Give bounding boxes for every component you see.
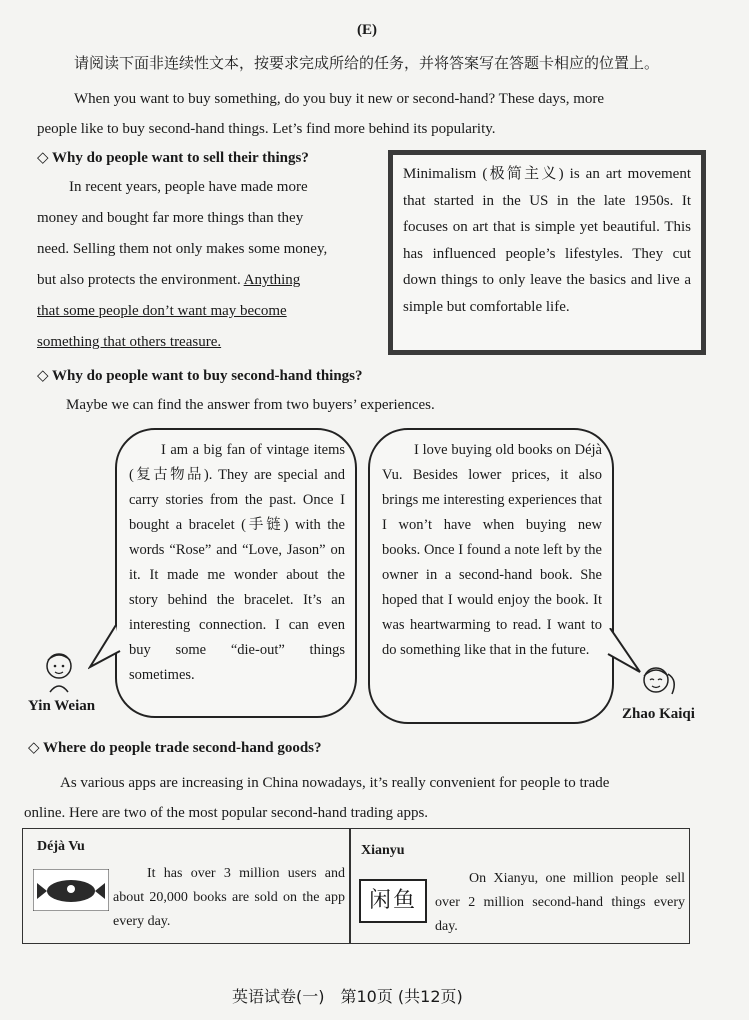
xianyu-logo-icon	[359, 879, 427, 923]
sell-line	[37, 265, 367, 296]
xianyu-logo-text: 闲鱼	[368, 888, 417, 913]
xianyu-description: On Xianyu, one million people sell over 2 million second-hand things every day.	[435, 871, 685, 934]
zhao-name: Zhao Kaiqi	[622, 706, 695, 722]
yin-name: Yin Weian	[28, 698, 96, 714]
xianyu-name: Xianyu	[361, 843, 405, 858]
page-footer: 英语试卷(一) 第10页 (共12页)	[232, 987, 463, 1006]
intro-line-1: When you want to buy something, do you buy it new or second-hand? These days, more	[74, 91, 605, 107]
yin-quote: I am a big fan of vintage items (复古物品). They are special and carry stories from the past. Once I bought a bracelet (手链) with the words “Rose” and “Love, Jason” on it. It made me wonder about the story behind the bracelet. It’s an interesting connection. I can even buy some “die-out” things sometimes.	[129, 442, 345, 683]
dejavu-description: It has over 3 million users and about 20,000 books are sold on the app every day.	[113, 866, 345, 929]
sell-line: need. Selling them not only makes some money,	[37, 241, 328, 257]
section-label: (E)	[357, 22, 377, 38]
minimalism-text: Minimalism (极简主义) is an art movement that started in the US in the late 1950s. It focuses on art that is simple yet beautiful. This has influenced people’s lifestyles. They cut down things to only leave the basics and live a simple but comfortable life.	[403, 166, 691, 315]
dejavu-name: Déjà Vu	[37, 839, 85, 854]
sell-paragraph	[37, 172, 367, 358]
sell-heading: ◇ Why do people want to sell their things?	[37, 150, 309, 166]
buy-intro: Maybe we can find the answer from two buyers’ experiences.	[66, 397, 435, 413]
underlined-sentence: something that others treasure.	[37, 334, 222, 350]
sell-line: In recent years, people have made more	[69, 179, 308, 195]
underlined-sentence: that some people don’t want may become	[37, 303, 287, 319]
underlined-sentence: Anything	[243, 272, 301, 288]
sell-line: money and bought far more things than they	[37, 210, 304, 226]
buy-heading: ◇ Why do people want to buy second-hand things?	[37, 368, 363, 384]
trade-line-2: online. Here are two of the most popular second-hand trading apps.	[24, 805, 429, 821]
apps-table	[22, 828, 690, 944]
girl-avatar-icon	[636, 662, 680, 702]
intro-line-2: people like to buy second-hand things. Let’s find more behind its popularity.	[37, 121, 496, 137]
speech-bubble-zhao	[368, 428, 614, 724]
minimalism-box	[388, 150, 706, 355]
trade-heading: ◇ Where do people trade second-hand goods?	[28, 740, 322, 756]
sell-line-text: but also protects the environment.	[37, 272, 241, 288]
boy-avatar-icon	[42, 650, 76, 694]
trade-line-1: As various apps are increasing in China nowadays, it’s really convenient for people to trade	[60, 775, 610, 791]
speech-bubble-yin	[115, 428, 357, 718]
instruction: 请阅读下面非连续性文本，按要求完成所给的任务，并将答案写在答题卡相应的位置上。	[74, 54, 660, 72]
deja-vu-logo-icon	[33, 869, 109, 911]
bubble-tail-icon	[88, 625, 122, 675]
table-divider	[349, 829, 351, 943]
zhao-quote: I love buying old books on Déjà Vu. Besides lower prices, it also brings me interesting experiences that I won’t have when buying new books. Once I found a note left by the owner in a second-hand book. She hoped that I would enjoy the book. It was heartwarming to read. I want to do something like that in the future.	[382, 442, 602, 658]
